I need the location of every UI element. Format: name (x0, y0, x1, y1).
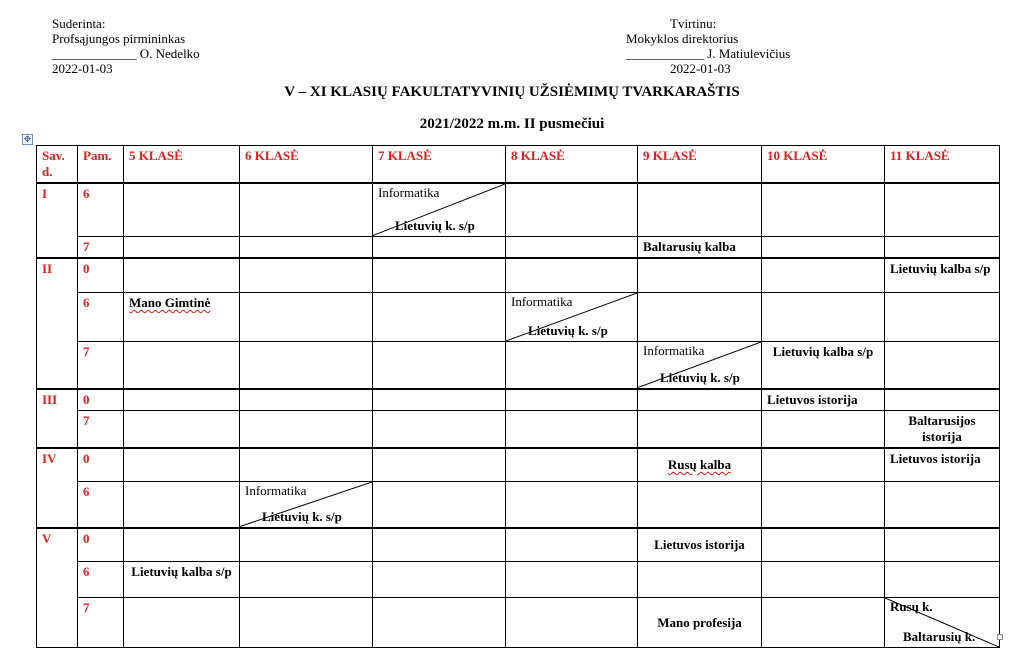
schedule-cell[interactable] (240, 448, 373, 482)
header-class-8: 8 KLASĖ (506, 146, 638, 184)
schedule-cell[interactable] (885, 562, 1000, 598)
day-cell: IV (37, 448, 78, 528)
schedule-cell[interactable] (124, 236, 240, 258)
lesson-cell: 7 (78, 410, 124, 448)
schedule-cell[interactable]: Mano profesija (638, 598, 762, 648)
schedule-cell[interactable]: Baltarusių kalba (638, 236, 762, 258)
schedule-cell[interactable] (506, 183, 638, 236)
schedule-cell[interactable] (762, 410, 885, 448)
schedule-cell[interactable] (638, 258, 762, 293)
header-class-10: 10 KLASĖ (762, 146, 885, 184)
split-top-text: Rusų k. (890, 599, 933, 614)
schedule-cell[interactable]: Lietuvos istorija (638, 528, 762, 562)
schedule-cell[interactable] (506, 410, 638, 448)
schedule-cell[interactable] (885, 236, 1000, 258)
schedule-cell[interactable] (240, 562, 373, 598)
lesson-cell: 6 (78, 293, 124, 342)
schedule-cell[interactable] (885, 389, 1000, 411)
schedule-cell[interactable] (762, 258, 885, 293)
approval-left-label: Suderinta: (52, 16, 106, 31)
schedule-cell[interactable] (240, 528, 373, 562)
schedule-cell[interactable] (240, 389, 373, 411)
schedule-cell[interactable] (762, 528, 885, 562)
schedule-cell[interactable] (240, 236, 373, 258)
schedule-cell[interactable] (506, 562, 638, 598)
schedule-cell[interactable] (506, 482, 638, 528)
schedule-cell[interactable] (124, 448, 240, 482)
table-row (37, 258, 1000, 293)
header-class-6: 6 KLASĖ (240, 146, 373, 184)
split-top-text: Informatika (378, 185, 440, 200)
approval-left-signature: _____________ O. Nedelko (52, 46, 200, 61)
schedule-cell[interactable] (638, 293, 762, 342)
split-cell[interactable] (638, 342, 762, 389)
day-cell: III (37, 389, 78, 448)
lesson-cell: 7 (78, 598, 124, 648)
approval-right-date: 2022-01-03 (670, 61, 731, 76)
cell-text: Rusų kalba (667, 456, 732, 472)
schedule-cell[interactable] (506, 342, 638, 389)
schedule-cell[interactable] (124, 482, 240, 528)
split-cell-content (638, 342, 761, 388)
lesson-cell: 0 (78, 528, 124, 562)
approval-right-signature: ____________ J. Matiulevičius (626, 46, 791, 61)
split-cell-content (240, 482, 372, 527)
split-bottom-text: Lietuvių k. s/p (395, 217, 475, 233)
schedule-cell[interactable] (240, 293, 373, 342)
table-row (37, 293, 1000, 342)
schedule-cell[interactable]: Lietuvos istorija (762, 389, 885, 411)
table-row (37, 482, 1000, 528)
header-lesson: Pam. (78, 146, 124, 184)
schedule-cell[interactable] (373, 598, 506, 648)
lesson-cell: 6 (78, 183, 124, 236)
schedule-cell[interactable] (762, 562, 885, 598)
schedule-cell[interactable] (373, 448, 506, 482)
split-cell[interactable] (885, 598, 1000, 648)
approval-left-date: 2022-01-03 (52, 61, 113, 76)
schedule-cell[interactable] (638, 482, 762, 528)
split-bottom-text: Lietuvių k. s/p (262, 508, 342, 524)
schedule-cell[interactable] (762, 482, 885, 528)
schedule-cell[interactable] (885, 183, 1000, 236)
header-class-11: 11 KLASĖ (885, 146, 1000, 184)
schedule-cell[interactable] (240, 342, 373, 389)
schedule-cell[interactable] (506, 598, 638, 648)
table-row (37, 389, 1000, 411)
cell-text: Mano Gimtinė (129, 295, 211, 310)
lesson-cell: 0 (78, 448, 124, 482)
schedule-cell[interactable] (762, 183, 885, 236)
header-class-7: 7 KLASĖ (373, 146, 506, 184)
split-cell-content (506, 293, 637, 341)
schedule-cell[interactable] (240, 410, 373, 448)
day-cell: II (37, 258, 78, 389)
table-row (37, 448, 1000, 482)
schedule-cell[interactable] (124, 598, 240, 648)
schedule-cell[interactable] (373, 236, 506, 258)
split-top-text: Informatika (511, 294, 573, 309)
schedule-cell[interactable] (240, 183, 373, 236)
approval-left-role: Profsąjungos pirmininkas (52, 31, 186, 46)
schedule-cell[interactable]: Lietuvių kalba s/p (124, 562, 240, 598)
split-bottom-text: Lietuvių k. s/p (528, 323, 608, 338)
schedule-cell[interactable] (638, 448, 762, 482)
table-row (37, 562, 1000, 598)
approval-block-right (626, 16, 790, 76)
schedule-cell[interactable] (506, 258, 638, 293)
schedule-cell[interactable] (124, 293, 240, 342)
schedule-cell[interactable] (373, 528, 506, 562)
schedule-cell[interactable] (124, 342, 240, 389)
schedule-cell[interactable] (638, 562, 762, 598)
split-top-text: Informatika (245, 483, 307, 498)
table-row (37, 528, 1000, 562)
schedule-cell[interactable] (373, 293, 506, 342)
lesson-cell: 6 (78, 562, 124, 598)
schedule-cell[interactable]: Baltarusijos istorija (885, 410, 1000, 448)
schedule-cell[interactable] (240, 258, 373, 293)
table-row (37, 598, 1000, 648)
split-cell-content (373, 184, 505, 236)
header-day: Sav. d. (37, 146, 78, 184)
lesson-cell: 6 (78, 482, 124, 528)
split-cell[interactable] (240, 482, 373, 528)
schedule-cell[interactable]: Lietuvos istorija (885, 448, 1000, 482)
schedule-cell[interactable] (885, 342, 1000, 389)
schedule-cell[interactable] (373, 410, 506, 448)
table-header-row (37, 146, 1000, 184)
schedule-cell[interactable] (124, 410, 240, 448)
schedule-table (36, 145, 1000, 648)
schedule-cell[interactable] (124, 528, 240, 562)
schedule-cell[interactable] (373, 342, 506, 389)
schedule-cell[interactable] (373, 482, 506, 528)
split-cell[interactable] (373, 183, 506, 236)
schedule-cell[interactable] (124, 183, 240, 236)
lesson-cell: 0 (78, 389, 124, 411)
schedule-cell[interactable] (506, 528, 638, 562)
lesson-cell: 7 (78, 342, 124, 389)
day-cell: I (37, 183, 78, 258)
split-cell-content (885, 598, 999, 647)
schedule-cell[interactable] (373, 562, 506, 598)
schedule-cell[interactable] (638, 410, 762, 448)
schedule-cell[interactable]: Lietuvių kalba s/p (885, 258, 1000, 293)
lesson-cell: 0 (78, 258, 124, 293)
schedule-cell[interactable] (240, 598, 373, 648)
approval-block-left (52, 16, 200, 76)
split-top-text: Informatika (643, 343, 705, 358)
document-subtitle: 2021/2022 m.m. II pusmečiui (419, 116, 605, 132)
header-class-9: 9 KLASĖ (638, 146, 762, 184)
split-bottom-text: Lietuvių k. s/p (660, 369, 740, 385)
approval-right-label: Tvirtinu: (670, 16, 717, 31)
schedule-cell[interactable]: Lietuvių kalba s/p (762, 342, 885, 389)
schedule-cell[interactable] (506, 448, 638, 482)
schedule-cell[interactable] (506, 389, 638, 411)
table-row (37, 342, 1000, 389)
schedule-cell[interactable] (762, 236, 885, 258)
schedule-cell[interactable] (373, 389, 506, 411)
table-row (37, 410, 1000, 448)
approval-right-role: Mokyklos direktorius (626, 31, 739, 46)
move-cross-icon[interactable]: ✥ (23, 134, 32, 144)
schedule-cell[interactable] (124, 389, 240, 411)
table-row (37, 236, 1000, 258)
split-bottom-text: Baltarusių k. (903, 629, 976, 644)
schedule-cell[interactable] (124, 258, 240, 293)
day-cell: V (37, 528, 78, 648)
lesson-cell: 7 (78, 236, 124, 258)
table-row (37, 183, 1000, 236)
schedule-cell[interactable] (638, 389, 762, 411)
document-title: V – XI KLASIŲ FAKULTATYVINIŲ UŽSIĖMIMŲ TVARKARAŠTIS (284, 84, 740, 100)
resize-square-icon[interactable] (997, 634, 1003, 640)
schedule-cell[interactable] (638, 183, 762, 236)
schedule-cell[interactable] (885, 528, 1000, 562)
schedule-cell[interactable] (885, 482, 1000, 528)
header-class-5: 5 KLASĖ (124, 146, 240, 184)
schedule-cell[interactable] (885, 293, 1000, 342)
split-cell[interactable] (506, 293, 638, 342)
schedule-cell[interactable] (762, 448, 885, 482)
schedule-cell[interactable] (762, 598, 885, 648)
schedule-cell[interactable] (762, 293, 885, 342)
schedule-cell[interactable] (506, 236, 638, 258)
schedule-cell[interactable] (373, 258, 506, 293)
